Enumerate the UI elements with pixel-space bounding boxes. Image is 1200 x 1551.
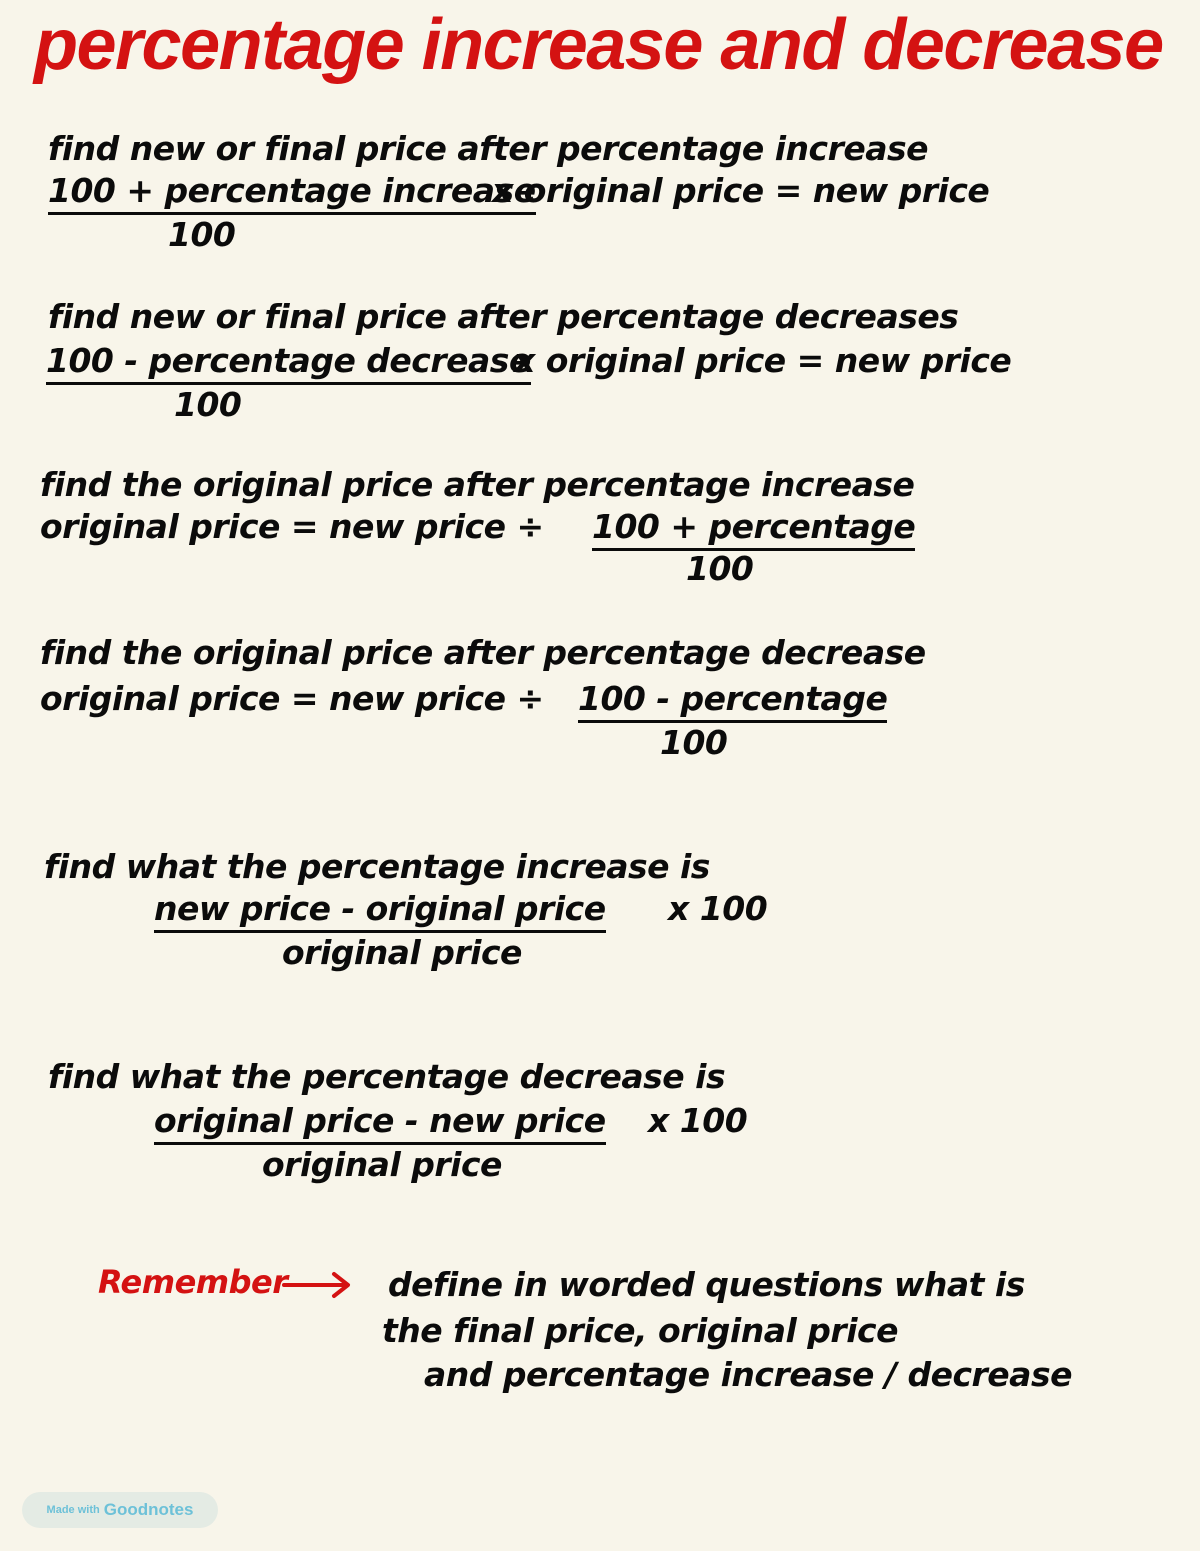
section-3-prefix: original price = new price ÷ bbox=[40, 507, 544, 546]
section-1-denominator: 100 bbox=[168, 215, 236, 254]
remember-label: Remember bbox=[98, 1263, 288, 1301]
section-5-numerator: new price - original price bbox=[154, 890, 606, 933]
section-6-rest: x 100 bbox=[648, 1101, 748, 1140]
section-6-numerator: original price - new price bbox=[154, 1102, 606, 1145]
section-1-rest: x original price = new price bbox=[492, 171, 990, 210]
section-5-heading: find what the percentage increase is bbox=[44, 847, 710, 886]
badge-made-with: Made with bbox=[46, 1504, 100, 1516]
section-2-denominator: 100 bbox=[174, 385, 242, 424]
section-4-prefix: original price = new price ÷ bbox=[40, 679, 544, 718]
section-4-heading: find the original price after percentage decrease bbox=[40, 633, 926, 672]
section-2-heading: find new or final price after percentage decreases bbox=[48, 297, 959, 336]
section-4-numerator: 100 - percentage bbox=[578, 680, 887, 723]
section-5-rest: x 100 bbox=[668, 889, 768, 928]
section-3-denominator: 100 bbox=[686, 549, 754, 588]
remember-line-3: and percentage increase / decrease bbox=[424, 1355, 1072, 1394]
section-3-heading: find the original price after percentage increase bbox=[40, 465, 915, 504]
section-4-denominator: 100 bbox=[660, 723, 728, 762]
section-3-numerator: 100 + percentage bbox=[592, 508, 915, 551]
section-6-heading: find what the percentage decrease is bbox=[48, 1057, 726, 1096]
right-arrow-icon bbox=[282, 1270, 352, 1300]
made-with-goodnotes-badge bbox=[22, 1492, 218, 1528]
section-1-heading: find new or final price after percentage increase bbox=[48, 129, 929, 168]
page-title: percentage increase and decrease bbox=[34, 5, 1163, 85]
section-6-denominator: original price bbox=[262, 1145, 502, 1184]
section-1-numerator: 100 + percentage increase bbox=[48, 172, 536, 215]
remember-line-1: define in worded questions what is bbox=[388, 1265, 1025, 1304]
section-2-rest: x original price = new price bbox=[514, 341, 1012, 380]
badge-brand: Goodnotes bbox=[103, 1500, 194, 1519]
section-2-numerator: 100 - percentage decrease bbox=[46, 342, 531, 385]
section-5-denominator: original price bbox=[282, 933, 522, 972]
remember-line-2: the final price, original price bbox=[382, 1311, 898, 1350]
